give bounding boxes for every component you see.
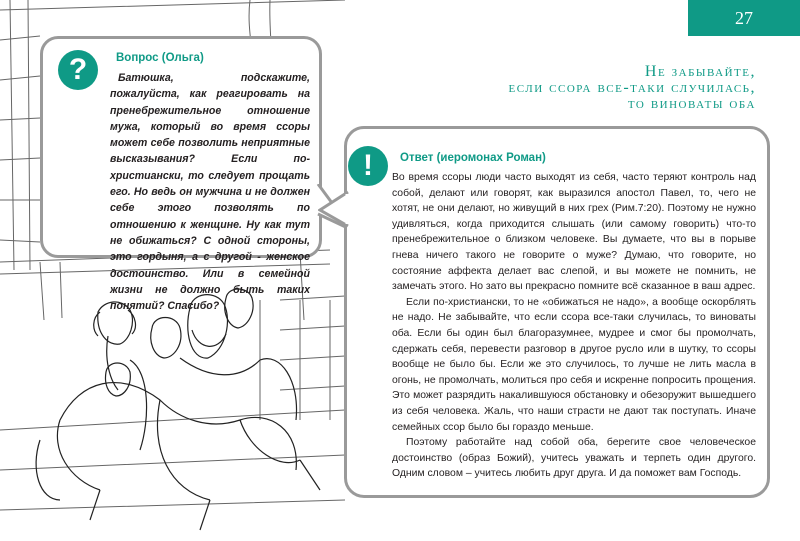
answer-paragraph: Поэтому работайте над собой оба, берегите свое человеческое достоинство (образ Божий), учитесь уважать и терпеть один другого. Одним словом – учитесь любить друг друга. И да поможет вам Господь.: [392, 437, 756, 480]
heading-line-1: Не забывайте,: [644, 63, 756, 80]
answer-paragraph: Во время ссоры люди часто выходят из себя, часто теряют контроль над собой, делают или говорят, как выразился апостол Павел, то, чего не хотят, не они делают, но живущий в них грех (Рим.7:20). Поэтому не нужно удивляться, когда приходится слышать (или самому говорить) что-то пренебрежительное о близком человеке. Вы думаете, что вы в порыве гнева ничего такого не говорите о муже? Думаю, что говорите, но состояние аффекта делает вас слепой, и вы можете не помнить, не замечать этого. Но зато вы прекрасно помните всё сказанное в ваш адрес.: [392, 172, 756, 293]
question-text: Батюшка, подскажите, пожалуйста, как реагировать на пренебрежительное отношение мужа, который во время ссоры может себе позволить неприятные высказывания? Если по-христиански, то следует прощать его. Но ведь он мужчина и не должен себе этого позволять по отношению к женщине. Ну как тут не обижаться? С одной стороны, это гордыня, а с другой - женское достоинство. Или в семейной жизни не должно быть таких понятий? Спасибо?: [110, 72, 310, 313]
heading-line-2: если ссора все-таки случилась,: [508, 79, 756, 96]
exclamation-mark-icon: !: [348, 146, 388, 186]
section-heading: [426, 64, 756, 112]
answer-bubble-tail: [318, 186, 350, 230]
answer-paragraph: Если по-христиански, то не «обижаться не надо», а вообще оскорблять не надо. Не забывайте, что если ссора все-таки случилась, то виноваты оба. Если бы один был благоразумнее, мудрее и смог бы промолчать, сдержать себя, перевести разговор в другое русло или в шутку, то ссоры вообще не было бы. Если же это случилось, то лучше не лить масла в огонь, не промолчать, молиться про себя и искренне попросить прощения. Это может разрядить накалившуюся обстановку и обезоружит вышедшего из себя человека. Жаль, что наши страсти не дают так поступать. Иначе семейных ссор было бы гораздо меньше.: [392, 296, 756, 433]
answer-text: [392, 170, 756, 482]
answer-title: Ответ (иеромонах Роман): [400, 152, 546, 164]
page-number: 27: [688, 0, 800, 36]
question-title: Вопрос (Ольга): [116, 52, 204, 64]
heading-line-3: то виноваты оба: [627, 95, 756, 112]
question-mark-icon: ?: [58, 50, 98, 90]
